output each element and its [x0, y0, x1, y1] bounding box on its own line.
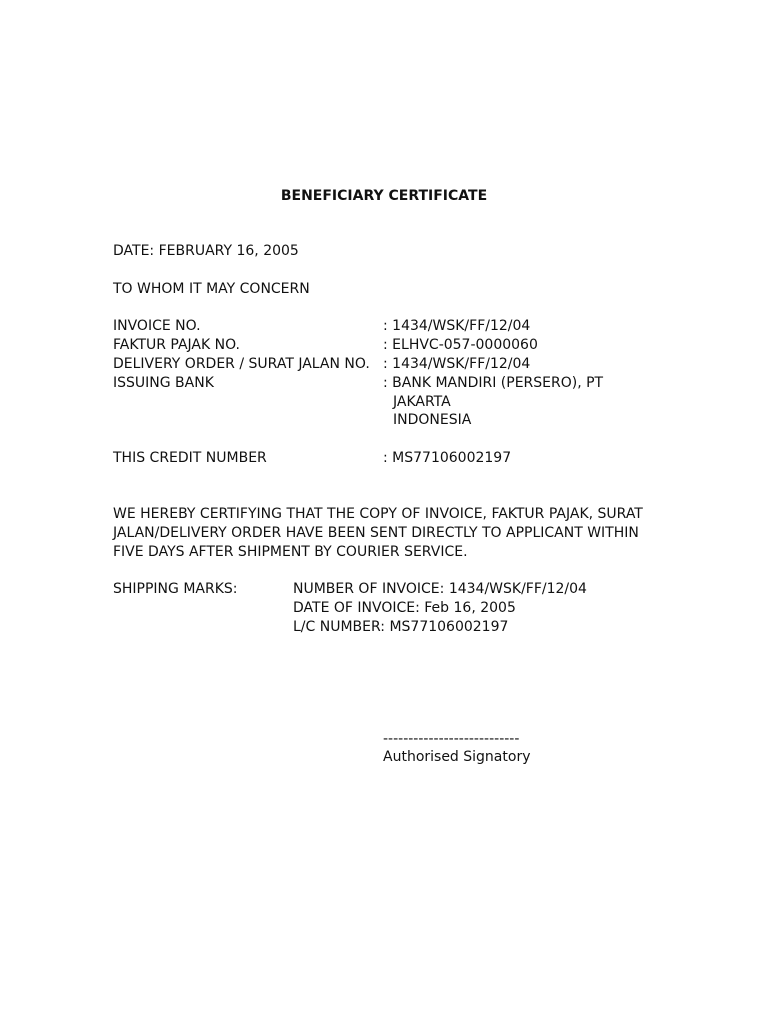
- statement-line: JALAN/DELIVERY ORDER HAVE BEEN SENT DIRECTLY TO APPLICANT WITHIN: [113, 525, 639, 541]
- delivery-order-value: : 1434/WSK/FF/12/04: [383, 356, 531, 372]
- issuing-bank-value: : BANK MANDIRI (PERSERO), PT: [383, 375, 604, 391]
- issuing-bank-city: JAKARTA: [393, 394, 451, 410]
- faktur-pajak-label: FAKTUR PAJAK NO.: [113, 337, 241, 353]
- signature-label: Authorised Signatory: [383, 749, 531, 765]
- shipping-marks-label: SHIPPING MARKS:: [113, 581, 238, 597]
- document-title: BENEFICIARY CERTIFICATE: [280, 188, 488, 204]
- credit-number-value: : MS77106002197: [383, 450, 512, 466]
- delivery-order-label: DELIVERY ORDER / SURAT JALAN NO.: [113, 356, 370, 372]
- shipping-invoice-number: NUMBER OF INVOICE: 1434/WSK/FF/12/04: [293, 581, 587, 597]
- signature-line: ---------------------------: [383, 731, 520, 747]
- issuing-bank-label: ISSUING BANK: [113, 375, 214, 391]
- invoice-no-label: INVOICE NO.: [113, 318, 201, 334]
- faktur-pajak-value: : ELHVC-057-0000060: [383, 337, 538, 353]
- statement-line: FIVE DAYS AFTER SHIPMENT BY COURIER SERVICE.: [113, 544, 468, 560]
- salutation: TO WHOM IT MAY CONCERN: [113, 281, 310, 297]
- statement-line: WE HEREBY CERTIFYING THAT THE COPY OF INVOICE, FAKTUR PAJAK, SURAT: [113, 506, 643, 522]
- certification-statement: [113, 505, 658, 562]
- invoice-no-value: : 1434/WSK/FF/12/04: [383, 318, 531, 334]
- shipping-lc-number: L/C NUMBER: MS77106002197: [293, 619, 509, 635]
- issuing-bank-country: INDONESIA: [393, 412, 472, 428]
- credit-number-label: THIS CREDIT NUMBER: [113, 450, 267, 466]
- shipping-invoice-date: DATE OF INVOICE: Feb 16, 2005: [293, 600, 516, 616]
- date-line: DATE: FEBRUARY 16, 2005: [113, 243, 299, 259]
